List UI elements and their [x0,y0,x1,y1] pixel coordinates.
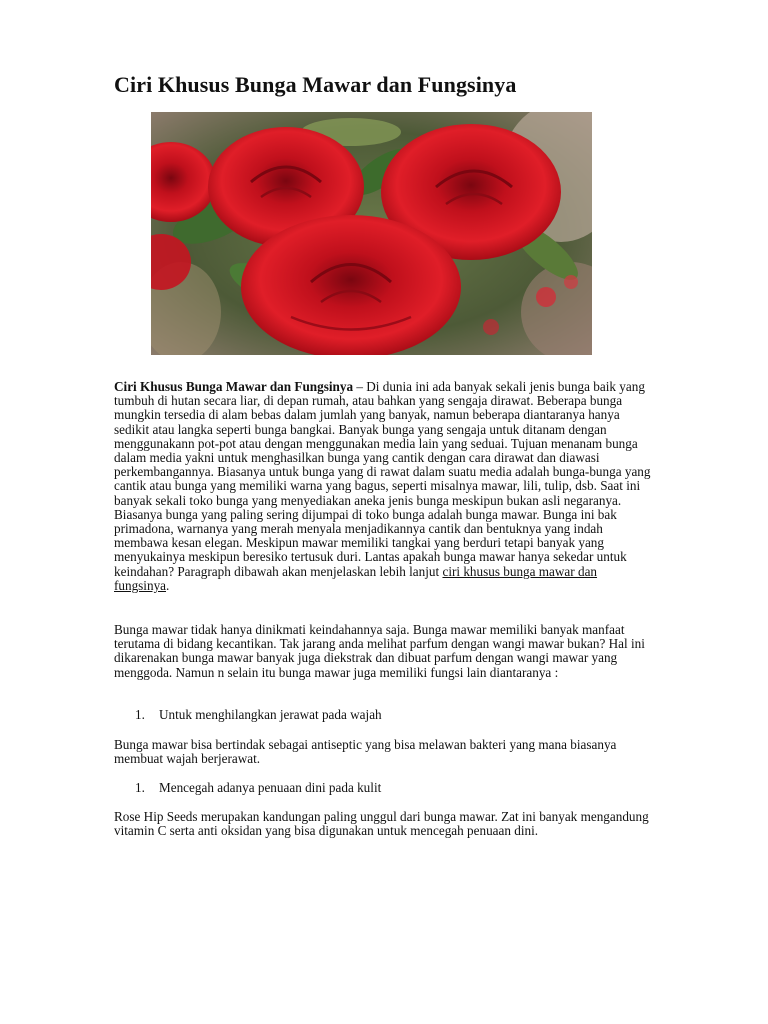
list-item-text: Untuk menghilangkan jerawat pada wajah [159,707,382,722]
red-roses-photo [151,112,592,355]
list-number: 1. [135,707,145,722]
article-title: Ciri Khusus Bunga Mawar dan Fungsinya [114,72,517,97]
antiseptic-paragraph: Bunga mawar bisa bertindak sebagai antiseptic yang bisa melawan bakteri yang mana biasanya membuat wajah berjerawat. [114,737,617,767]
intro-end: . [166,577,170,593]
rose-hip-paragraph: Rose Hip Seeds merupakan kandungan paling unggul dari bunga mawar. Zat ini banyak mengandung vitamin C serta anti oksidan yang bisa digunakan untuk mencegah penuaan dini. [114,809,649,839]
list-item [135,708,382,722]
intro-paragraph [114,380,654,593]
list-item [135,781,381,795]
article-link[interactable]: ciri khusus bunga mawar dan fungsinya [114,563,598,593]
roses-illustration [151,112,592,355]
list-number: 1. [135,780,145,795]
intro-bold-lead: Ciri Khusus Bunga Mawar dan Fungsinya [114,379,354,394]
list-item-text: Mencegah adanya penuaan dini pada kulit [159,780,382,795]
benefits-paragraph: Bunga mawar tidak hanya dinikmati keindahannya saja. Bunga mawar memiliki banyak manfaat terutama di bidang kecantikan. Tak jarang anda melihat parfum dengan wangi mawar bukan? Hal ini dikarenakan bunga mawar banyak juga diekstrak dan dibuat parfum dengan wangi mawar yang menggoda. Namun n selain itu bunga mawar juga memiliki fungsi lain diantaranya : [114,622,645,680]
intro-body: – Di dunia ini ada banyak sekali jenis bunga baik yang tumbuh di hutan secara liar, di depan rumah, atau bahkan yang sengaja dirawat. Beberapa bunga mungkin tersedia di alam bebas dalam jumlah yang banyak, namun beberapa diantaranya hanya sedikit atau langka seperti bunga bangkai. Banyak bunga yang sengaja untuk ditanam dengan menggunakann pot-pot atau dengan menggunakan media lain yang seduai. Tujuan menanam bunga dalam media yakni untuk menghasilkan bunga yang cantik dengan cara dirawat dan diawasi perkembangannya. Biasanya untuk bunga yang di rawat dalam suatu media adalah bunga-bunga yang cantik atau bunga yang memiliki warna yang bagus, seperti misalnya mawar, lili, tulip, dsb. Saat ini banyak sekali toko bunga yang menyediakan aneka jenis bunga meskipun bukan asli negaranya. Biasanya bunga yang paling sering dijumpai di toko bunga adalah bunga mawar. Bunga ini bak primadona, warnanya yang merah menyala menjadikannya cantik dan bentuknya yang indah membawa kesan elegan. Meskipun mawar memiliki tangkai yang berduri tetapi banyak yang menyukainya meskipun beresiko tertusuk duri. Lantas apakah bunga mawar hanya sekedar untuk keindahan? Paragraph dibawah akan menjelaskan lebih lanjut [114,379,651,579]
